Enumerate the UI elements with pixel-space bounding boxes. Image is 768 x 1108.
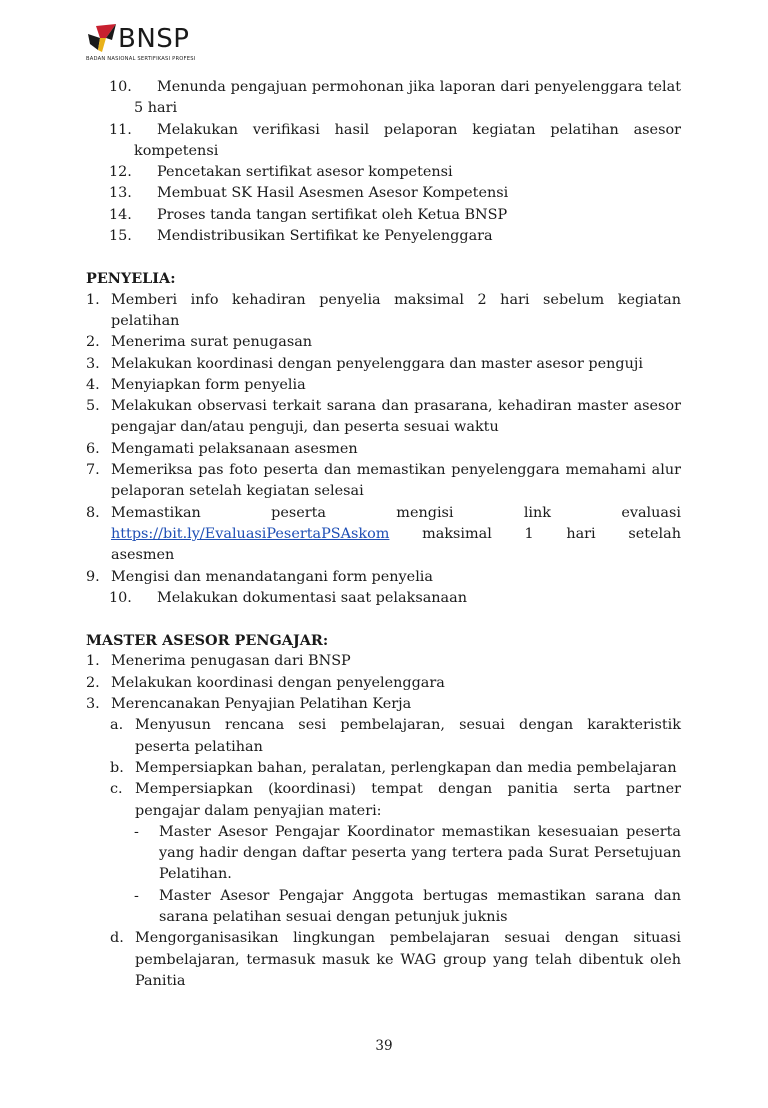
list-item: 13. Membuat SK Hasil Asesmen Asesor Kompetensi xyxy=(109,185,509,202)
sub-list-item: d. Mengorganisasikan lingkungan pembelajaran sesuai dengan situasi pembelajaran, termasuk masuk ke WAG group yang telah dibentuk oleh Panitia xyxy=(110,930,681,989)
list-item: 6. Mengamati pelaksanaan asesmen xyxy=(86,440,358,457)
list-item: 10. Melakukan dokumentasi saat pelaksanaan xyxy=(109,589,467,606)
list-item: 9. Mengisi dan menandatangani form penyelia xyxy=(86,568,433,585)
list-item: 2. Melakukan koordinasi dengan penyelenggara xyxy=(86,674,445,691)
list-item: 4. Menyiapkan form penyelia xyxy=(86,376,306,393)
list-item: 1. Memberi info kehadiran penyelia maksimal 2 hari sebelum kegiatan pelatihan xyxy=(86,291,681,329)
list-item: 14. Proses tanda tangan sertifikat oleh Ketua BNSP xyxy=(109,206,508,223)
section-heading-master-asesor: MASTER ASESOR PENGAJAR: xyxy=(86,632,329,650)
list-item: 15. Mendistribusikan Sertifikat ke Penyelenggara xyxy=(109,228,493,245)
sub-list-item: b. Mempersiapkan bahan, peralatan, perlengkapan dan media pembelajaran xyxy=(110,759,677,776)
list-item: 5. Melakukan observasi terkait sarana dan prasarana, kehadiran master asesor pengajar dan/atau penguji, dan peserta sesuai waktu xyxy=(86,398,681,436)
sub-list-item: a. Menyusun rencana sesi pembelajaran, sesuai dengan karakteristik peserta pelatihan xyxy=(110,717,681,755)
list-item: 10. Menunda pengajuan permohonan jika laporan dari penyelenggara telat 5 hari xyxy=(109,79,681,117)
page-number: 39 xyxy=(375,1038,393,1054)
dash-list-item: - Master Asesor Pengajar Anggota bertugas memastikan sarana dan sarana pelatihan sesuai dengan petunjuk juknis xyxy=(134,887,681,925)
list-item: 3. Melakukan koordinasi dengan penyelenggara dan master asesor penguji xyxy=(86,355,643,372)
list-item: 3. Merencanakan Penyajian Pelatihan Kerja xyxy=(86,696,412,713)
logo-subtitle: BADAN NASIONAL SERTIFIKASI PROFESI xyxy=(86,56,196,62)
list-item: 11. Melakukan verifikasi hasil pelaporan kegiatan pelatihan asesor kompetensi xyxy=(109,121,681,159)
evaluation-link[interactable]: https://bit.ly/EvaluasiPesertaPSAskom xyxy=(111,525,390,542)
list-item-evaluation-link: 8. Memastikan peserta mengisi link evaluasi https://bit.ly/EvaluasiPesertaPSAskom maksimal 1 hari setelah asesmen xyxy=(86,504,681,564)
section-heading-penyelia: PENYELIA: xyxy=(86,270,176,288)
bnsp-logo-icon xyxy=(86,22,120,54)
bnsp-logo xyxy=(86,22,216,68)
dash-list-item: - Master Asesor Pengajar Koordinator memastikan kesesuaian peserta yang hadir dengan daftar peserta yang tertera pada Surat Persetujuan Pelatihan. xyxy=(134,823,681,883)
list-item: 2. Menerima surat penugasan xyxy=(86,334,313,351)
list-item: 7. Memeriksa pas foto peserta dan memastikan penyelenggara memahami alur pelaporan setelah kegiatan selesai xyxy=(86,462,681,500)
sub-list-item: c. Mempersiapkan (koordinasi) tempat dengan panitia serta partner pengajar dalam penyajian materi: xyxy=(110,781,681,819)
document-body xyxy=(86,77,681,992)
list-item: 1. Menerima penugasan dari BNSP xyxy=(86,653,351,670)
list-item: 12. Pencetakan sertifikat asesor kompetensi xyxy=(109,164,453,181)
logo-name: BNSP xyxy=(118,24,190,54)
